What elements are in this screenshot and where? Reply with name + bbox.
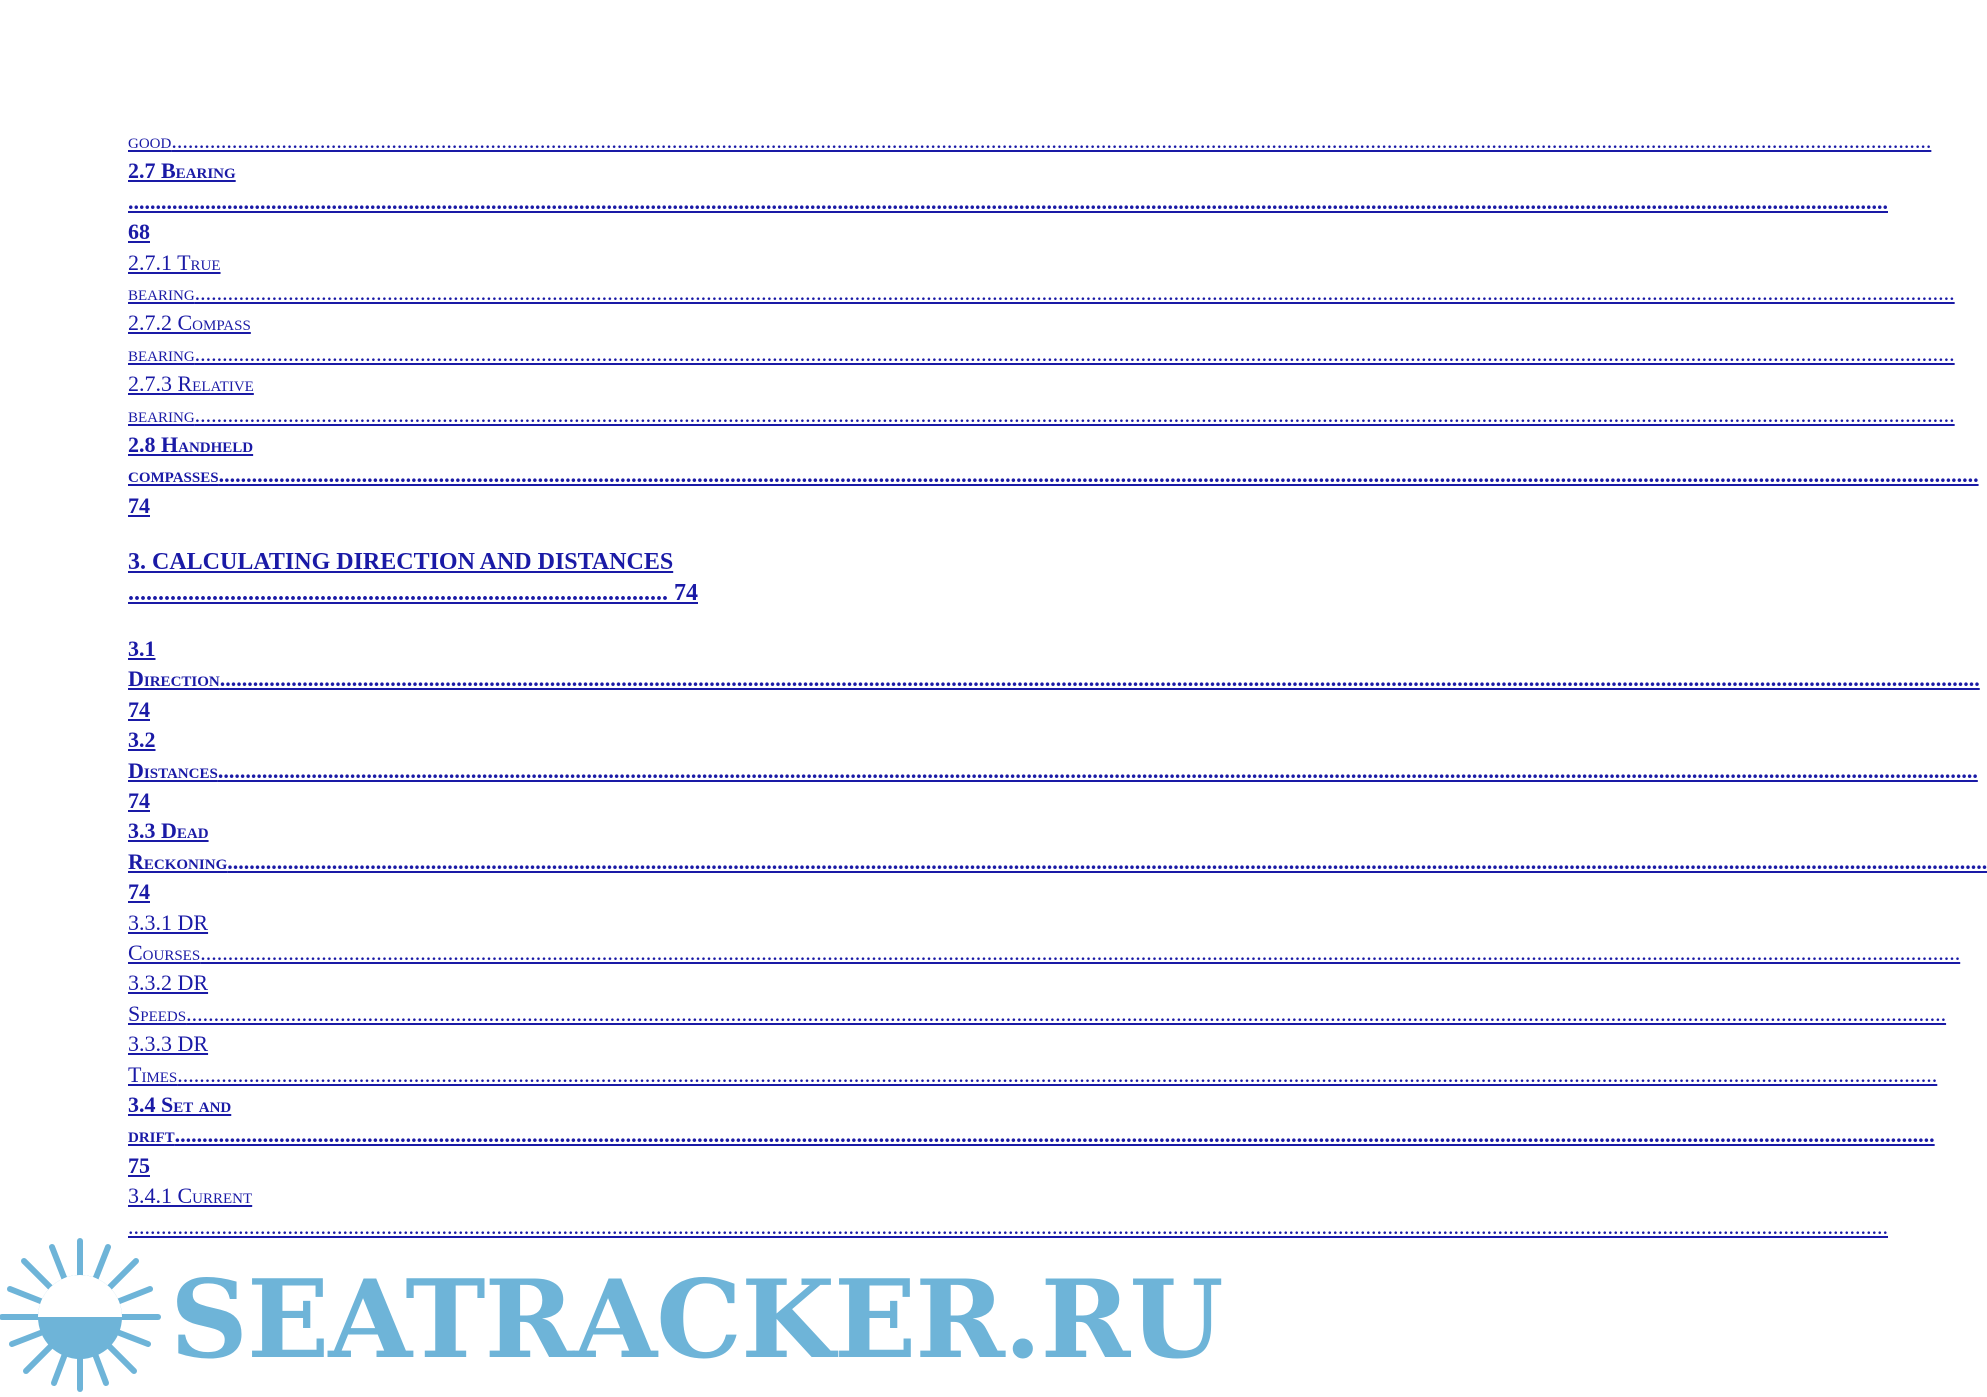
toc-page-number[interactable]: 74 [128, 492, 150, 518]
toc-entry-label: Distances [128, 757, 218, 783]
toc-entry-3-4[interactable]: 3.4 Set and [128, 1091, 232, 1117]
toc-entry-2-7-2[interactable]: 2.7.2 Compass [128, 310, 251, 336]
toc-chapter-3[interactable]: 3. CALCULATING DIRECTION AND DISTANCES [128, 549, 674, 576]
toc-leader-dots [195, 341, 1955, 366]
toc-entry-2-7-3-cont[interactable] [128, 400, 953, 430]
toc-entry-good[interactable] [128, 126, 953, 156]
toc-entry-label: bearing [128, 279, 195, 305]
toc-entry-2-7-2-cont[interactable] [128, 339, 953, 369]
toc-entry-3-1-cont[interactable] [128, 664, 953, 694]
toc-entry-2-8[interactable]: 2.8 Handheld [128, 431, 254, 457]
toc-leader-dots [177, 1062, 1937, 1087]
sun-logo-icon [2, 1241, 158, 1389]
toc-leader-dots: .......................................................................................... [128, 580, 668, 607]
toc-page-number[interactable]: 74 [128, 696, 150, 722]
toc-entry-2-7-1-cont[interactable] [128, 278, 953, 308]
toc-entry-label: compasses [128, 462, 219, 488]
toc-entry-3-3-1[interactable]: 3.3.1 DR [128, 909, 209, 935]
toc-page-number[interactable]: 75 [128, 1152, 150, 1178]
toc-entry-label: good [128, 128, 172, 153]
toc-entry-3-2[interactable]: 3.2 [128, 727, 156, 753]
toc-entry-label: Reckoning [128, 848, 228, 874]
toc-leader-dots [175, 1122, 1935, 1147]
toc-page-number[interactable]: 74 [128, 879, 150, 905]
toc-entry-label: bearing [128, 401, 195, 427]
toc-leader-dots [218, 758, 1978, 783]
toc-entry-2-7-1[interactable]: 2.7.1 True [128, 249, 221, 275]
toc-page-number[interactable]: 74 [128, 788, 150, 814]
toc-leader-dots [195, 280, 1955, 305]
toc-entry-3-3-2[interactable]: 3.3.2 DR [128, 970, 209, 996]
toc-entry-3-4-cont[interactable] [128, 1120, 953, 1150]
watermark-text: SEATRACKER.RU [170, 1257, 1223, 1383]
toc-chapter-3-leader[interactable] [128, 578, 953, 609]
toc-entry-2-7[interactable]: 2.7 Bearing [128, 158, 236, 184]
toc-entry-3-2-cont[interactable] [128, 756, 953, 786]
toc-page-number[interactable]: 68 [128, 219, 150, 245]
toc-entry-2-8-cont[interactable] [128, 460, 953, 490]
toc-entry-label: bearing [128, 340, 195, 366]
table-of-contents [128, 126, 953, 1242]
toc-page-number: 74 [674, 580, 698, 607]
toc-leader-dots [219, 462, 1979, 487]
toc-entry-label: Speeds [128, 1000, 187, 1026]
toc-entry-3-3-cont[interactable] [128, 847, 953, 877]
toc-leader-dots [227, 849, 1987, 874]
toc-entry-3-4-1[interactable]: 3.4.1 Current [128, 1183, 253, 1209]
toc-leader-dots [200, 940, 1960, 965]
toc-entry-3-1[interactable]: 3.1 [128, 636, 156, 662]
toc-entry-label: Times [128, 1061, 178, 1087]
toc-entry-3-3-1-cont[interactable] [128, 938, 953, 968]
toc-entry-label: Direction [128, 666, 220, 692]
toc-leader-dots [186, 1001, 1946, 1026]
toc-leader-dots [220, 666, 1980, 691]
toc-entry-label: Courses [128, 939, 201, 965]
toc-leader-dots[interactable] [128, 187, 953, 217]
toc-leader-dots [171, 128, 1931, 153]
toc-entry-3-3-3[interactable]: 3.3.3 DR [128, 1031, 209, 1057]
toc-leader-dots [195, 402, 1955, 427]
toc-entry-label: drift [128, 1122, 175, 1148]
toc-entry-3-3[interactable]: 3.3 Dead [128, 818, 209, 844]
toc-entry-3-3-2-cont[interactable] [128, 999, 953, 1029]
toc-entry-2-7-3[interactable]: 2.7.3 Relative [128, 371, 254, 397]
toc-entry-3-3-3-cont[interactable] [128, 1060, 953, 1090]
